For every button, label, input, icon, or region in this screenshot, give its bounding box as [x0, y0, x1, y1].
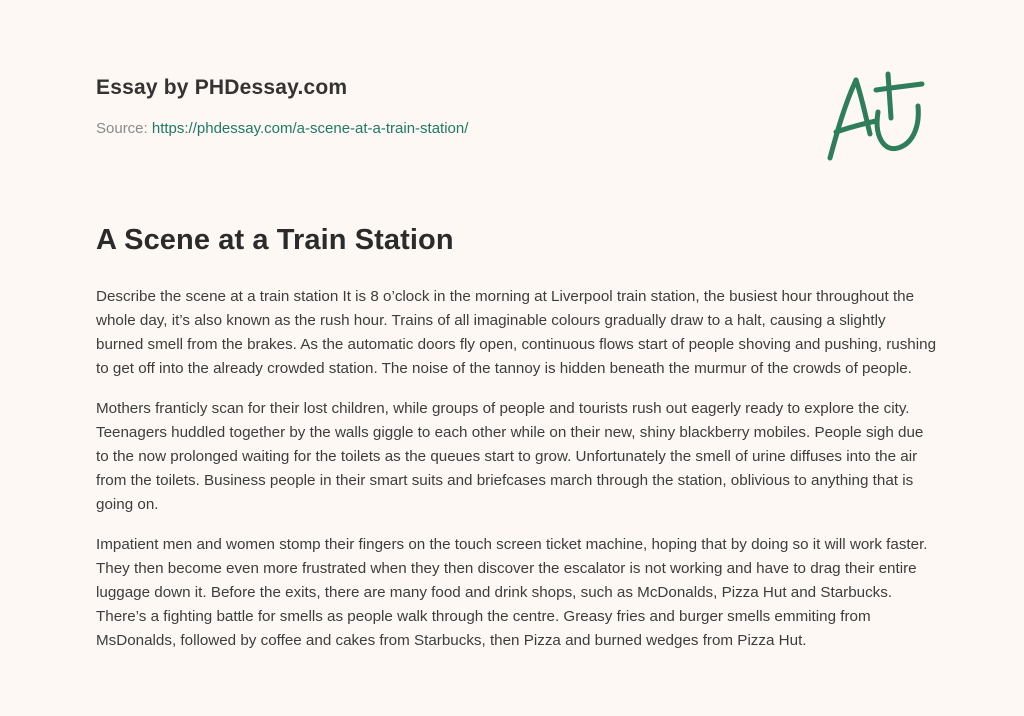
site-title: Essay by PHDessay.com	[96, 76, 348, 99]
essay-paragraph: Describe the scene at a train station It is 8 o’clock in the morning at Liverpool train station, the busiest hour throughout the whole day, it’s also known as the rush hour. Trains of all imaginable colours gradually draw to a halt, causing a slightly burned smell from the brakes. As the automatic doors fly open, continuous flows start of people shoving and pushing, rushing to get off into the already crowded station. The noise of the tannoy is hidden beneath the murmur of the crowds of people.	[96, 288, 937, 377]
source-label: Source:	[96, 120, 148, 137]
essay-paragraph: Mothers franticly scan for their lost children, while groups of people and tourists rush out eagerly ready to explore the city. Teenagers huddled together by the walls giggle to each other while on their new, shiny blackberry mobiles. People sigh due to the now prolonged waiting for the toilets as the queues start to grow. Unfortunately the smell of urine diffuses into the air from the toilets. Business people in their smart suits and briefcases march through the station, oblivious to anything that is going on.	[96, 400, 924, 513]
source-link[interactable]: https://phdessay.com/a-scene-at-a-train-station/	[151, 120, 469, 137]
page-header	[96, 76, 796, 137]
essay-body	[96, 285, 936, 669]
essay-paragraph: Impatient men and women stomp their fingers on the touch screen ticket machine, hoping that by doing so it will work faster. They then become even more frustrated when they then discover the escalator is not working and have to drag their entire luggage down it. Before the exits, there are many food and drink shops, such as McDonalds, Pizza Hut and Starbucks. There’s a fighting battle for smells as people walk through the centre. Greasy fries and burger smells emmiting from MsDonalds, followed by coffee and cakes from Starbucks, then Pizza and burned wedges from Pizza Hut.	[96, 536, 928, 649]
a-plus-grade-icon	[818, 66, 928, 166]
essay-title: A Scene at a Train Station	[96, 224, 454, 256]
source-line	[96, 120, 796, 137]
